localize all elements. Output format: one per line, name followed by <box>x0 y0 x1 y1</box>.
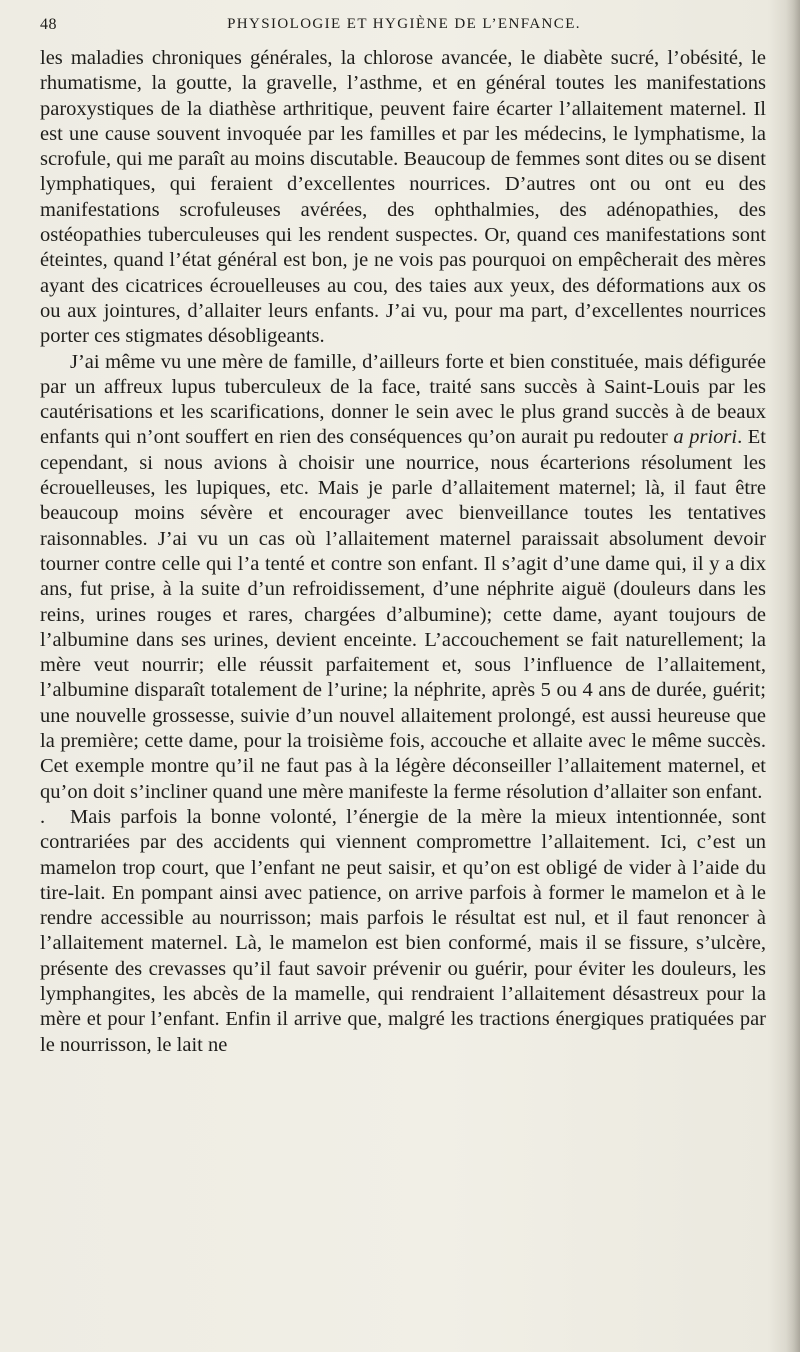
body-text <box>40 46 766 1058</box>
paragraph-1-text: les maladies chroniques générales, la chlorose avancée, le diabète sucré, l’obésité, le rhumatisme, la goutte, la gravelle, l’asthme, et en général toutes les manifestations paroxystiques de la diathèse arthritique, peuvent faire écarter l’allaitement maternel. Il est une cause souvent invoquée par les familles et par les médecins, le lymphatisme, la scrofule, qui me paraît au moins discutable. Beaucoup de femmes sont dites ou se disent lymphatiques, qui feraient d’excellentes nourrices. D’autres ont ou ont eu des manifestations scrofuleuses avérées, des ophthalmies, des adénopathies, des ostéopathies tuberculeuses qui les rendent suspectes. Or, quand ces manifestations sont éteintes, quand l’état général est bon, je ne vois pas pourquoi on empêcherait des mères ayant des cicatrices écrouelleuses au cou, des taies aux yeux, des déformations aux os ou aux jointures, d’allaiter leurs enfants. J’ai vu, pour ma part, d’excellentes nourrices porter ces stigmates désobligeants. <box>40 47 766 348</box>
paragraph-3-text: Mais parfois la bonne volonté, l’énergie de la mère la mieux intentionnée, sont contrariées par des accidents qui viennent compromettre l’allaitement. Ici, c’est un mamelon trop court, que l’enfant ne peut saisir, et qu’on est obligé de vider à l’aide du tire-lait. En pompant ainsi avec patience, on arrive parfois à former le mamelon et à le rendre accessible au nourrisson; mais parfois le résultat est nul, et il faut renoncer à l’allaitement maternel. Là, le mamelon est bien conformé, mais il se fissure, s’ulcère, présente des crevasses qu’il faut savoir prévenir ou guérir, pour éviter les douleurs, les lymphangites, les abcès de la mamelle, qui rendraient l’allaitement désastreux pour la mère et pour l’enfant. Enfin il arrive que, malgré les tractions énergiques pratiquées par le nourrisson, le lait ne <box>40 805 766 1056</box>
paragraph-2-text-before: J’ai même vu une mère de famille, d’ailleurs forte et bien constituée, mais défigurée par un affreux lupus tuberculeux de la face, traité sans succès à Saint-Louis par les cautérisations et les scarifications, donner le sein avec le plus grand succès à de beaux enfants qui n’ont souffert en rien des conséquences qu’on aurait pu redouter <box>40 350 766 449</box>
page-header <box>40 16 768 40</box>
latin-phrase-a-priori: a priori <box>673 426 738 449</box>
page-number: 48 <box>40 16 57 33</box>
page-edge-shadow <box>786 0 800 1352</box>
paragraph-3-stray-mark: . <box>40 805 46 828</box>
paragraph-2-text-after: . Et cependant, si nous avions à choisir une nourrice, nous écarterions résolument les écrouelleuses, les lupiques, etc. Mais je parle d’allaitement maternel; là, il faut être beaucoup moins sévère et encourager avec bienveillance toutes les tentatives raisonnables. J’ai vu un cas où l’allaitement maternel paraissait absolument devoir tourner contre celle qui l’a tenté et contre son enfant. Il s’agit d’une dame qui, il y a dix ans, fut prise, à la suite d’un refroidissement, d’une néphrite aiguë (douleurs dans les reins, urines rouges et rares, chargées d’albumine); cette dame, ayant toujours de l’albumine dans ses urines, devient enceinte. L’accouchement se fait naturellement; la mère veut nourrir; elle réussit parfaitement et, sous l’influence de l’allaitement, l’albumine disparaît totalement de l’urine; la néphrite, après 5 ou 4 ans de durée, guérit; une nouvelle grossesse, suivie d’un nouvel allaitement prolongé, est aussi heureuse que la première; cette dame, pour la troisième fois, accouche et allaite avec le même succès. Cet exemple montre qu’il ne faut pas à la légère déconseiller l’allaitement maternel, et qu’on doit s’incliner quand une mère manifeste la ferme résolution d’allaiter son enfant. <box>40 426 766 803</box>
paragraph-1 <box>40 46 766 350</box>
paragraph-2 <box>40 350 766 805</box>
paragraph-3 <box>40 805 766 1058</box>
running-title: PHYSIOLOGIE ET HYGIÈNE DE L’ENFANCE. <box>227 16 581 32</box>
